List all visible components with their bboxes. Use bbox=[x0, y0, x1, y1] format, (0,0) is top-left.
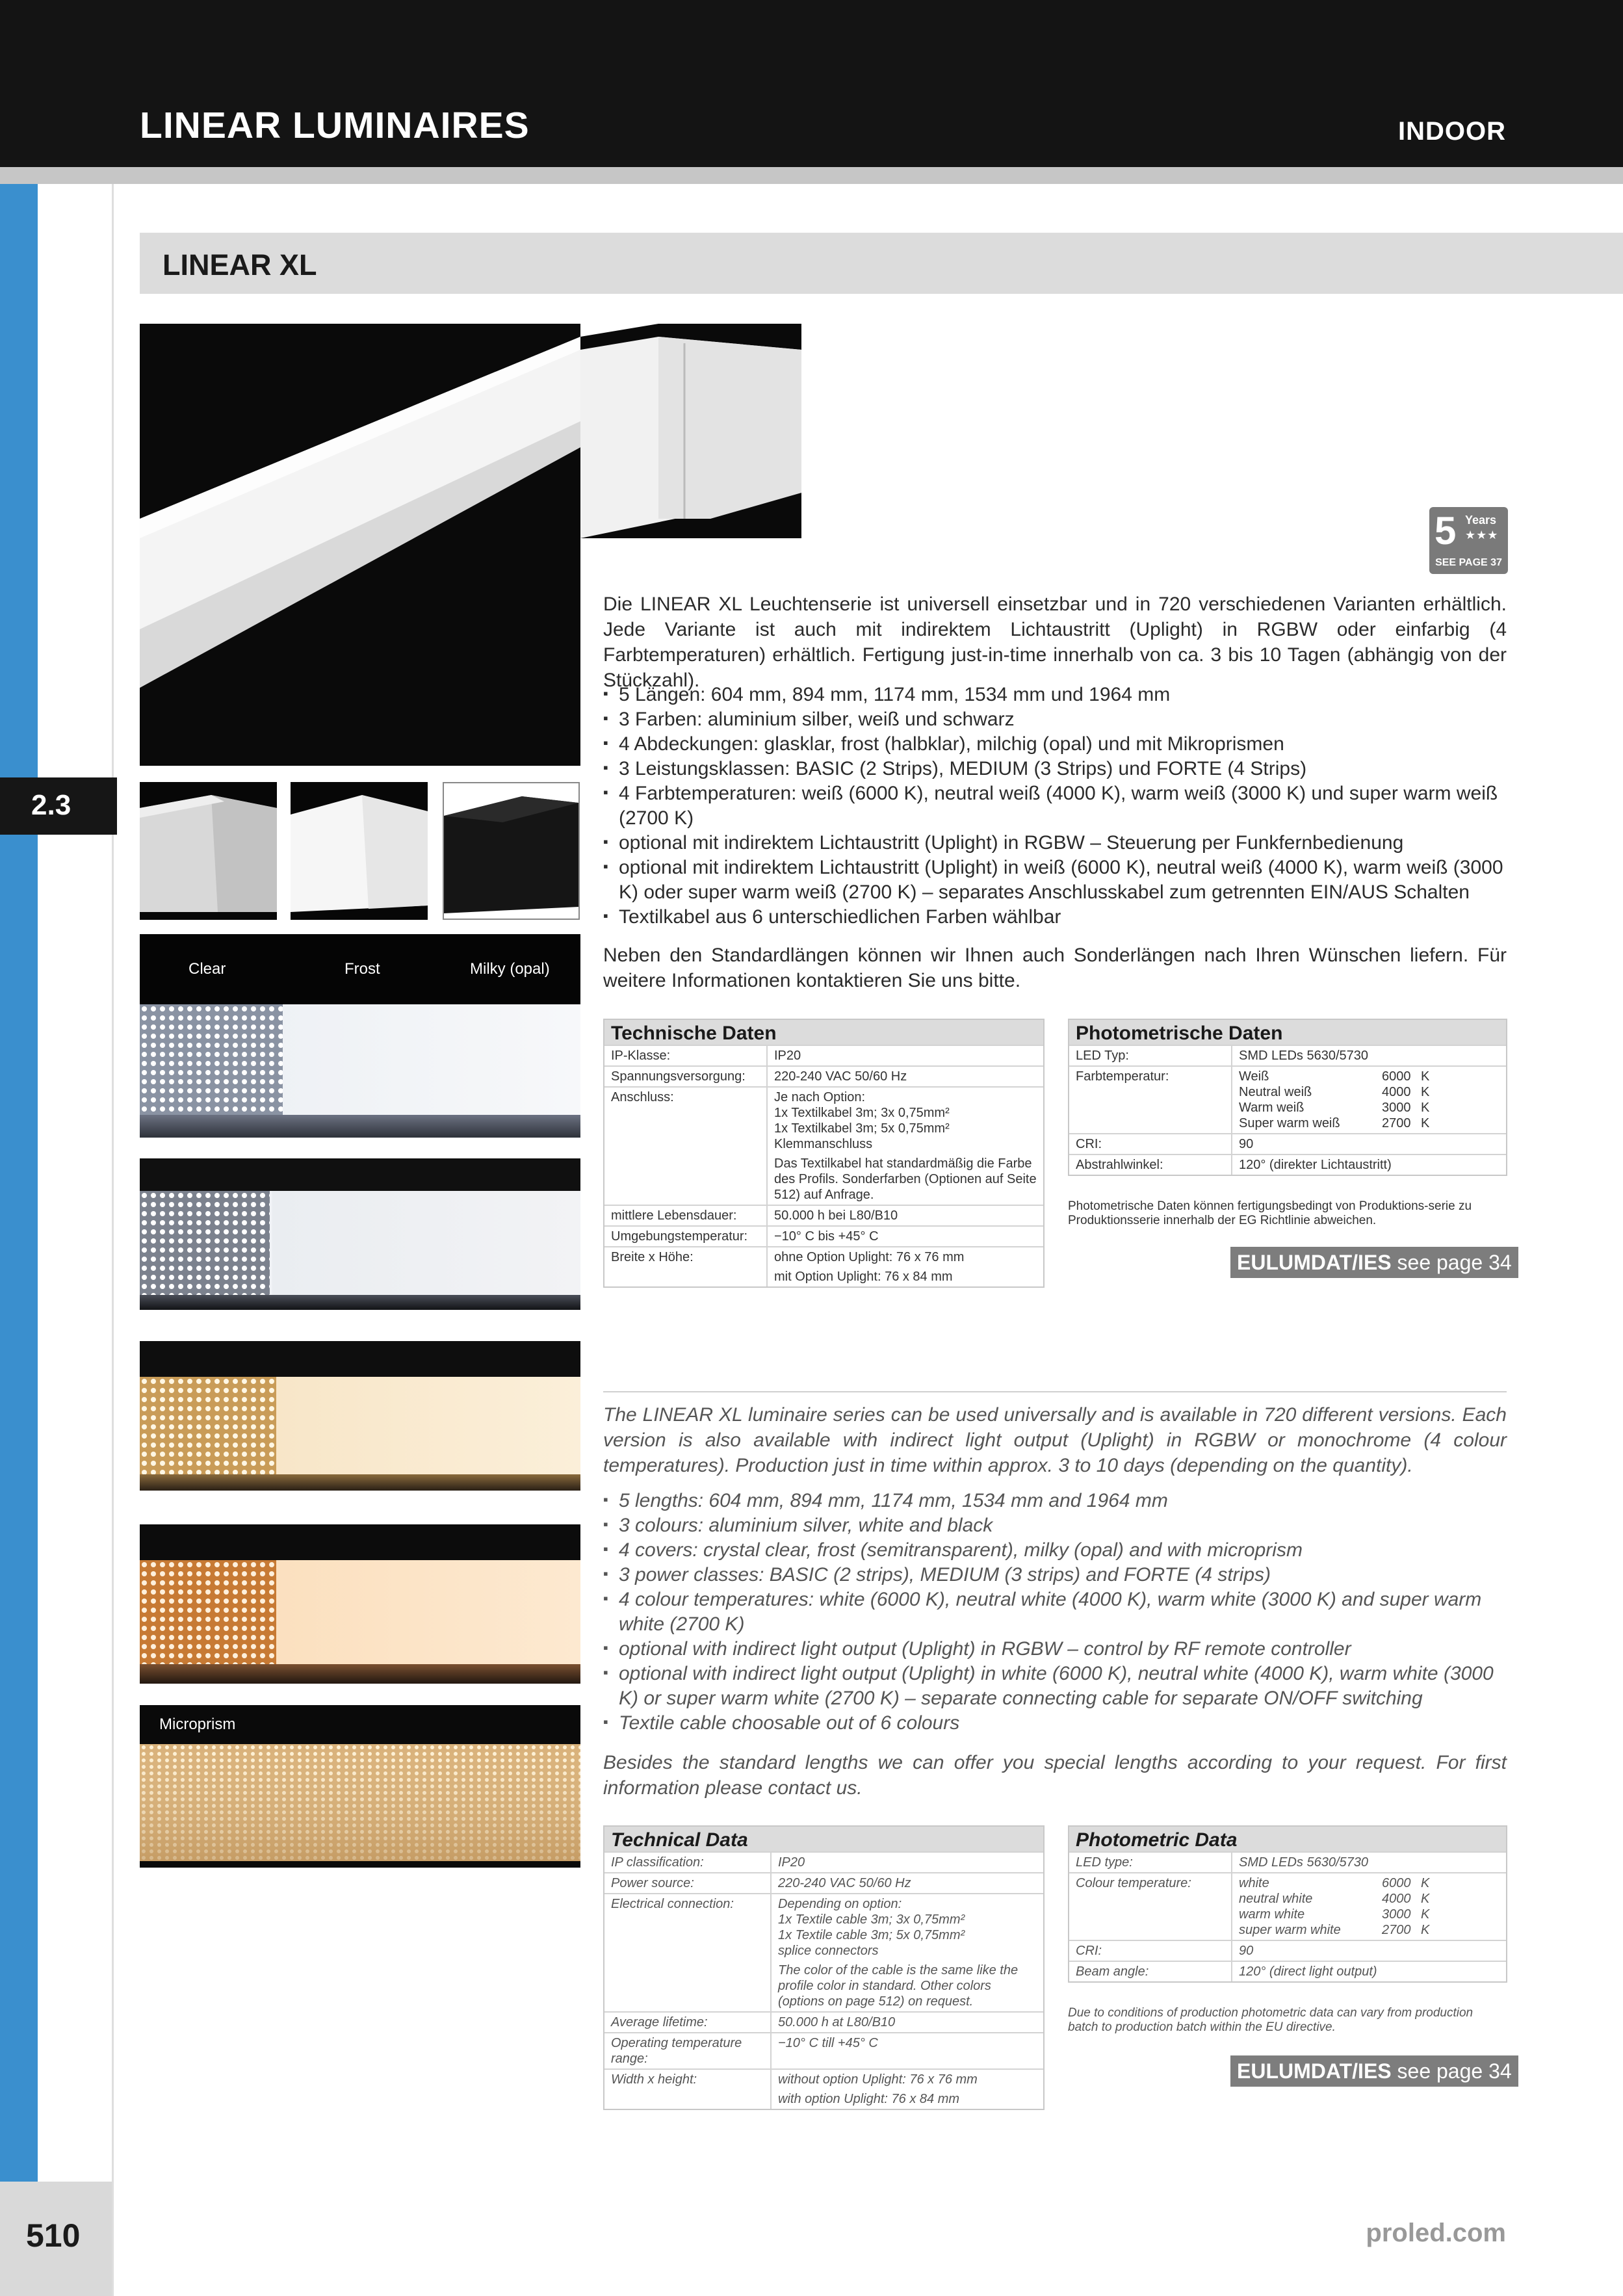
eulumdat-link-de[interactable]: EULUMDAT/IES see page 34 bbox=[1230, 1247, 1518, 1278]
hero-luminaire-end bbox=[580, 324, 801, 572]
list-item: ▪ optional mit indirektem Lichtaustritt (Uplight) in weiß (6000 K), neutral weiß (4000 K), warm weiß (3000 K) oder super warm weiß (2700 K) – separates Anschlusskabel zum getrennten EIN/AUS Schalten bbox=[603, 855, 1513, 905]
category-label: INDOOR bbox=[1398, 117, 1506, 146]
section-tab: 2.3 bbox=[0, 777, 117, 835]
side-divider bbox=[112, 184, 114, 2296]
warranty-see-page: SEE PAGE 37 bbox=[1435, 557, 1502, 568]
variant-black-image bbox=[443, 782, 580, 920]
list-item: ▪ 3 power classes: BASIC (2 strips), MEDIUM (3 strips) and FORTE (4 strips) bbox=[603, 1563, 1513, 1587]
table-row: CRI: 90 bbox=[1069, 1134, 1506, 1155]
closing-en: Besides the standard lengths we can offer you special lengths according to your request. For first information please contact us. bbox=[603, 1752, 1507, 1799]
photo-table-title: Photometrische Daten bbox=[1069, 1020, 1506, 1045]
photo-table-en bbox=[1068, 1825, 1507, 1983]
list-item: ▪ 3 colours: aluminium silver, white and black bbox=[603, 1513, 1513, 1538]
cover-label-clear: Clear bbox=[188, 960, 226, 978]
page-title: LINEAR LUMINAIRES bbox=[140, 105, 530, 146]
list-item: ▪ 4 covers: crystal clear, frost (semitransparent), milky (opal) and with microprism bbox=[603, 1538, 1513, 1563]
table-row: Operating temperature range: −10° C till +45° C bbox=[604, 2033, 1043, 2069]
tech-table-en bbox=[603, 1825, 1045, 2110]
list-item: ▪ Textile cable choosable out of 6 colours bbox=[603, 1711, 1513, 1736]
table-row: Electrical connection: Depending on option: 1x Textile cable 3m; 3x 0,75mm² 1x Textile cable 3m; 5x 0,75mm² splice connectors The color of the cable is the same like the profile color in standard. Other colors (options on page 512) on request. bbox=[604, 1894, 1043, 2012]
star-icon: ★★★ bbox=[1465, 528, 1499, 541]
page-number: 510 bbox=[26, 2217, 81, 2254]
language-divider bbox=[603, 1391, 1507, 1392]
panel-microprism bbox=[140, 1705, 580, 1868]
cover-label-microprism: Microprism bbox=[159, 1715, 236, 1733]
list-item: ▪ 4 colour temperatures: white (6000 K), neutral white (4000 K), warm white (3000 K) and super warm white (2700 K) bbox=[603, 1587, 1513, 1637]
product-title: LINEAR XL bbox=[162, 248, 317, 281]
table-row: Abstrahlwinkel: 120° (direkter Lichtaustritt) bbox=[1069, 1155, 1506, 1175]
list-item: ▪ 4 Farbtemperaturen: weiß (6000 K), neutral weiß (4000 K), warm weiß (3000 K) und super warm weiß (2700 K) bbox=[603, 781, 1513, 831]
cover-label-frost: Frost bbox=[344, 960, 380, 978]
eulumdat-link-en[interactable]: EULUMDAT/IES see page 34 bbox=[1230, 2055, 1518, 2087]
table-row: Colour temperature: white 6000 K neutral white 4000 K warm white 3000 K super warm white 2700 K bbox=[1069, 1873, 1506, 1940]
table-row: IP classification: IP20 bbox=[604, 1852, 1043, 1873]
photometric-note-de: Photometrische Daten können fertigungsbedingt von Produktions-serie zu Produktionsserie innerhalb der EG Richtlinie abweichen. bbox=[1068, 1199, 1472, 1227]
intro-en: The LINEAR XL luminaire series can be used universally and is available in 720 different versions. Each version is also available with indirect light output (Uplight) in RGBW or monochrome (4 colour temperatures). Production just in time within approx. 3 to 10 days (depending on the quantity). bbox=[603, 1404, 1507, 1476]
list-item: ▪ optional mit indirektem Lichtaustritt (Uplight) in RGBW – Steuerung per Funkfernbedienung bbox=[603, 831, 1513, 855]
panel-4000k bbox=[140, 1158, 580, 1310]
closing-de: Neben den Standardlängen können wir Ihnen auch Sonderlängen nach Ihren Wünschen liefern. Für weitere Informationen kontaktieren Sie uns bitte. bbox=[603, 945, 1507, 991]
table-row: Farbtemperatur: Weiß 6000 K Neutral weiß 4000 K Warm weiß 3000 K Super warm weiß 2700 K bbox=[1069, 1066, 1506, 1134]
warranty-years: Years bbox=[1465, 514, 1497, 527]
variant-silver-image bbox=[140, 782, 277, 920]
photo-table-title: Photometric Data bbox=[1069, 1827, 1506, 1851]
list-item: ▪ 5 Längen: 604 mm, 894 mm, 1174 mm, 1534 mm und 1964 mm bbox=[603, 683, 1513, 707]
panel-6000k bbox=[140, 1004, 580, 1138]
warranty-number: 5 bbox=[1435, 509, 1457, 553]
table-row: Power source: 220-240 VAC 50/60 Hz bbox=[604, 1873, 1043, 1894]
table-row: LED Typ: SMD LEDs 5630/5730 bbox=[1069, 1045, 1506, 1066]
intro-de: Die LINEAR XL Leuchtenserie ist universell einsetzbar und in 720 verschiedenen Varianten erhältlich. Jede Variante ist auch mit indirektem Lichtaustritt (Uplight) in RGBW oder einfarbig (4 Farbtemperaturen) erhältlich. Fertigung just-in-time innerhalb von ca. 3 bis 10 Tagen (abhängig von der Stückzahl). bbox=[603, 594, 1507, 691]
header-rule bbox=[0, 167, 1623, 184]
cover-labels-bar bbox=[140, 934, 580, 1004]
list-item: ▪ optional with indirect light output (Uplight) in white (6000 K), neutral white (4000 K), warm white (3000 K) or super warm white (2700 K) – separate connecting cable for separate ON/OFF switching bbox=[603, 1662, 1513, 1711]
table-row: Beam angle: 120° (direct light output) bbox=[1069, 1961, 1506, 1981]
table-row: IP-Klasse: IP20 bbox=[604, 1045, 1043, 1066]
photometric-note-en: Due to conditions of production photometric data can vary from production batch to production batch within the EU directive. bbox=[1068, 2006, 1474, 2034]
table-row: CRI: 90 bbox=[1069, 1940, 1506, 1961]
list-item: ▪ optional with indirect light output (Uplight) in RGBW – control by RF remote controller bbox=[603, 1637, 1513, 1662]
tech-table-title: Technical Data bbox=[604, 1827, 1043, 1851]
table-row: Spannungsversorgung: 220-240 VAC 50/60 Hz bbox=[604, 1066, 1043, 1087]
tech-table-title: Technische Daten bbox=[604, 1020, 1043, 1045]
table-row: Anschluss: Je nach Option: 1x Textilkabel 3m; 3x 0,75mm² 1x Textilkabel 3m; 5x 0,75mm² Klemmanschluss Das Textilkabel hat standardmäßig die Farbe des Profils. Sonderfarben (Optionen auf Seite 512) auf Anfrage. bbox=[604, 1087, 1043, 1205]
list-item: ▪ Textilkabel aus 6 unterschiedlichen Farben wählbar bbox=[603, 905, 1513, 930]
cover-label-milky: Milky (opal) bbox=[470, 960, 550, 978]
table-row: Average lifetime: 50.000 h at L80/B10 bbox=[604, 2012, 1043, 2033]
list-item: ▪ 3 Leistungsklassen: BASIC (2 Strips), MEDIUM (3 Strips) und FORTE (4 Strips) bbox=[603, 757, 1513, 781]
list-item: ▪ 5 lengths: 604 mm, 894 mm, 1174 mm, 1534 mm and 1964 mm bbox=[603, 1489, 1513, 1513]
feature-list-en bbox=[603, 1489, 1513, 1736]
variant-white-image bbox=[291, 782, 428, 920]
table-row: LED type: SMD LEDs 5630/5730 bbox=[1069, 1852, 1506, 1873]
feature-list-de bbox=[603, 683, 1513, 930]
table-row: Width x height: without option Uplight: 76 x 76 mm with option Uplight: 76 x 84 mm bbox=[604, 2069, 1043, 2109]
product-title-bar bbox=[140, 233, 1623, 294]
side-color-bar bbox=[0, 184, 38, 2186]
tech-table-de bbox=[603, 1019, 1045, 1288]
panel-2700k bbox=[140, 1524, 580, 1684]
table-row: Breite x Höhe: ohne Option Uplight: 76 x 76 mm mit Option Uplight: 76 x 84 mm bbox=[604, 1247, 1043, 1286]
table-row: Umgebungstemperatur: −10° C bis +45° C bbox=[604, 1226, 1043, 1247]
photo-table-de bbox=[1068, 1019, 1507, 1176]
panel-3000k bbox=[140, 1341, 580, 1491]
warranty-badge[interactable] bbox=[1429, 507, 1508, 574]
site-url[interactable]: proled.com bbox=[1366, 2219, 1506, 2247]
table-row: mittlere Lebensdauer: 50.000 h bei L80/B10 bbox=[604, 1205, 1043, 1226]
list-item: ▪ 4 Abdeckungen: glasklar, frost (halbklar), milchig (opal) und mit Mikroprismen bbox=[603, 732, 1513, 757]
hero-luminaire-image bbox=[140, 324, 580, 766]
list-item: ▪ 3 Farben: aluminium silber, weiß und schwarz bbox=[603, 707, 1513, 732]
